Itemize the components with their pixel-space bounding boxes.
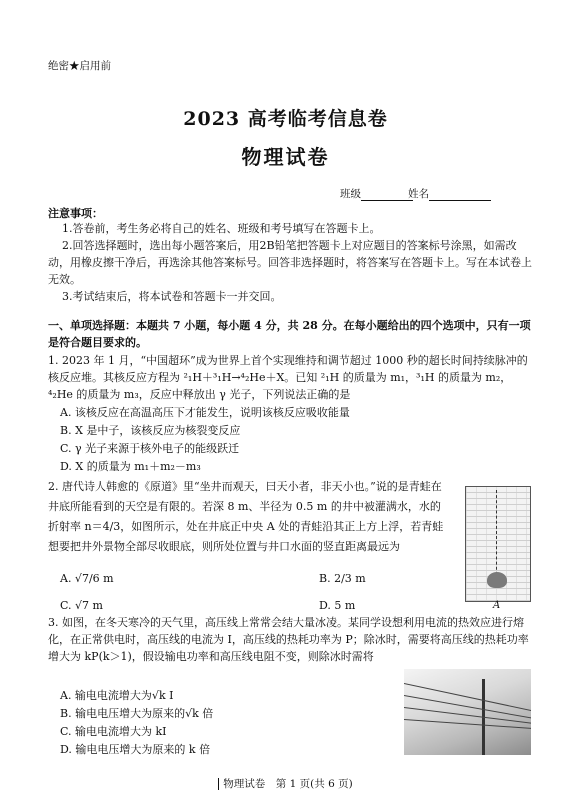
- q3-option-c: C. 输电电流增大为 kI: [60, 725, 167, 738]
- class-blank: [361, 189, 413, 201]
- exam-title: 2023 高考临考信息卷: [183, 108, 388, 130]
- q1-option-d: D. X 的质量为 m₁＋m₂－m₃: [60, 460, 201, 473]
- page-footer: [0, 776, 571, 791]
- q3-option-d: D. 输电电压增大为原来的 k 倍: [60, 743, 211, 756]
- notice-item-1: 1.答卷前，考生务必将自己的姓名、班级和考号填写在答题卡上。: [62, 222, 381, 235]
- point-a-label: A: [493, 600, 501, 611]
- q2-option-b: B. 2/3 m: [319, 572, 366, 585]
- class-field: [340, 186, 413, 201]
- class-label: 班级: [340, 188, 361, 200]
- notice-item-2: 2.回答选择题时，选出每小题答案后，用2B铅笔把答题卡上对应题目的答案标号涂黑，如需改动，用橡皮擦干净后，再选涂其他答案标号。回答非选择题时，将答案写在答题卡上。写在本试卷上无效。: [48, 239, 532, 286]
- question-3-stem: 3. 如图，在冬天寒冷的天气里，高压线上常常会结大量冰凌。某同学设想利用电流的热效应进行熔化，在正常供电时，高压线的电流为 I，高压线的热耗功率为 P；除冰时，需要将高压线的热耗功率增大为 kP(k＞1)，假设输电功率和高压线电阻不变，则除冰时需将: [48, 616, 529, 663]
- q2-option-a: A. √7/6 m: [60, 572, 114, 585]
- confidential-mark: 绝密★启用前: [48, 60, 111, 72]
- q3-option-a: A. 输电电流增大为√k I: [60, 689, 174, 702]
- iced-power-line-photo: [404, 669, 531, 755]
- question-2-stem: 2. 唐代诗人韩愈的《原道》里“坐井而观天，曰天小者，非天小也。”说的是青蛙在井底所能看到的天空是有限的。若深 8 m、半径为 0.5 m 的井中被灌满水，水的折射率 n＝4/3，如图所示，处在井底正中央 A 处的青蛙沿其正上方上浮，若青蛙想要把井外景物全部尽收眼底，则所处位置与井口水面的竖直距离最远为: [48, 480, 444, 553]
- q1-option-a: A. 该核反应在高温高压下才能发生，说明该核反应吸收能量: [60, 406, 350, 419]
- section-heading: 一、单项选择题：本题共 7 小题，每小题 4 分，共 28 分。在每小题给出的四个选项中，只有一项是符合题目要求的。: [48, 319, 531, 349]
- frog-image: [487, 572, 507, 588]
- well-center-line: [496, 490, 497, 580]
- question-1-stem: 1. 2023 年 1 月，“中国超环”成为世界上首个实现维持和调节超过 1000 秒的超长时间持续脉冲的核反应堆。其核反应方程为 ²₁H＋³₁H→⁴₂He＋X。已知 ²₁H 的质量为 m₁，³₁H 的质量为 m₂，⁴₂He 的质量为 m₃，反应中释放出 γ 光子，下列说法正确的是: [48, 354, 528, 401]
- footer-text: 物理试卷 第 1 页(共 6 页): [223, 778, 353, 790]
- q2-option-d: D. 5 m: [319, 599, 356, 612]
- power-line: [404, 695, 531, 720]
- q2-option-c: C. √7 m: [60, 599, 103, 612]
- exam-subject: 物理试卷: [241, 145, 330, 169]
- power-line: [404, 707, 531, 725]
- footer-divider: [218, 778, 219, 790]
- name-blank: [429, 189, 491, 201]
- name-field: [408, 186, 491, 201]
- q3-option-b: B. 输电电压增大为原来的√k 倍: [60, 707, 214, 720]
- q1-option-b: B. X 是中子，该核反应为核裂变反应: [60, 424, 241, 437]
- q1-option-c: C. γ 光子来源于核外电子的能级跃迁: [60, 442, 240, 455]
- notice-item-3: 3.考试结束后，将本试卷和答题卡一并交回。: [62, 290, 282, 303]
- notice-heading: 注意事项：: [48, 207, 103, 220]
- name-label: 姓名: [408, 188, 429, 200]
